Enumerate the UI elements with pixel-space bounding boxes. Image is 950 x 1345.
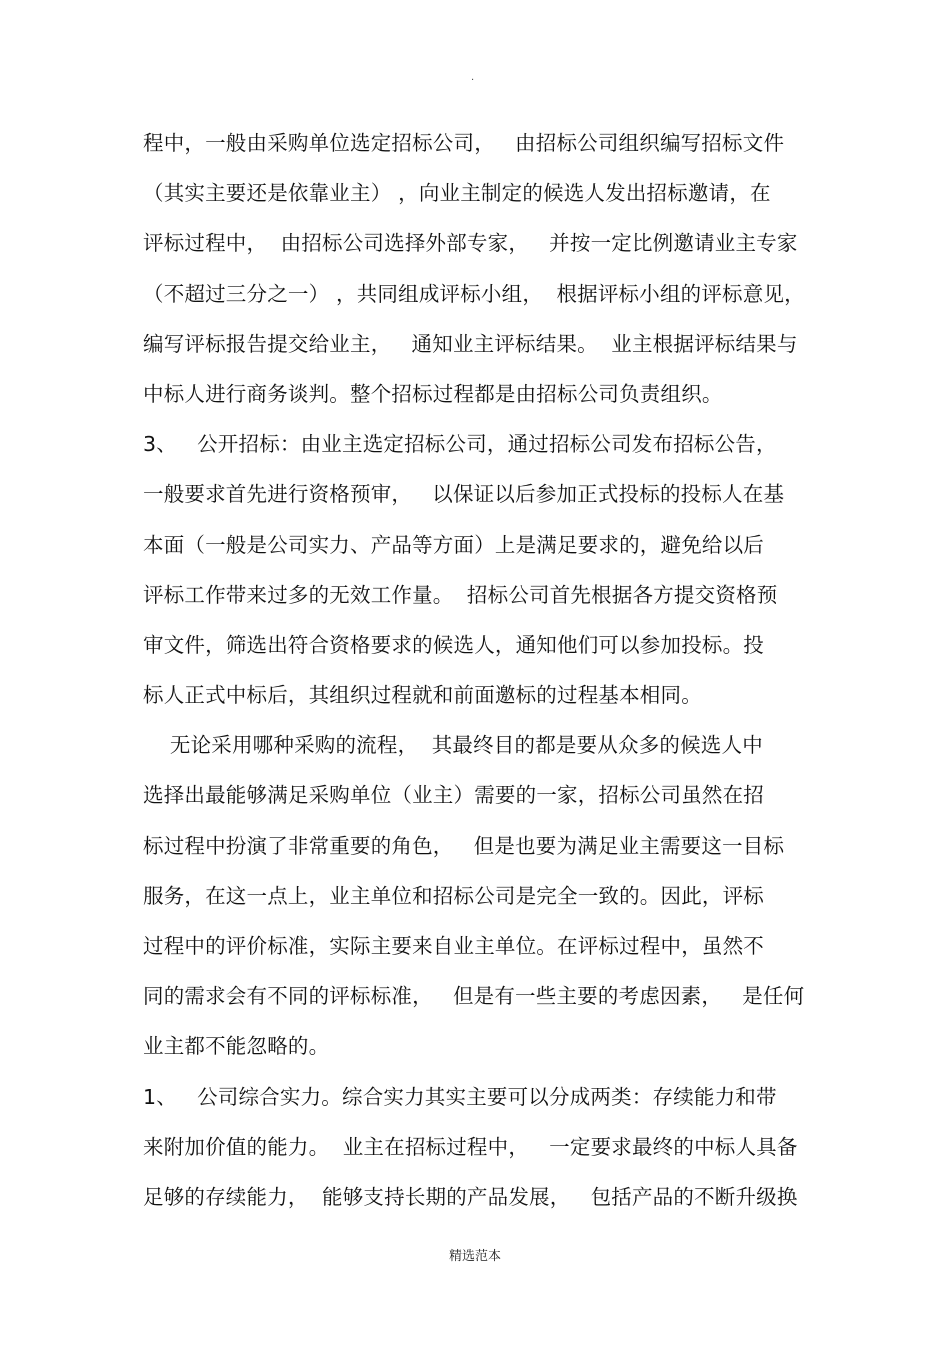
- text-line: 服务，在这一点上，业主单位和招标公司是完全一致的。因此，评标: [143, 883, 764, 908]
- page-footer: 精选范本: [448, 1249, 501, 1264]
- text-line: 选择出最能够满足采购单位（业主）需要的一家，招标公司虽然在招: [143, 783, 764, 808]
- text-line: 评标过程中， 由招标公司选择外部专家， 并按一定比例邀请业主专家: [143, 231, 798, 256]
- text-line: 3、 公开招标：由业主选定招标公司，通过招标公司发布招标公告，: [143, 432, 777, 457]
- text-line: 审文件，筛选出符合资格要求的候选人，通知他们可以参加投标。投: [143, 632, 764, 657]
- text-line: （不超过三分之一） ，共同组成评标小组， 根据评标小组的评标意见，: [143, 281, 805, 306]
- text-line: 中标人进行商务谈判。整个招标过程都是由招标公司负责组织。: [143, 381, 723, 406]
- text-line: 标过程中扮演了非常重要的角色， 但是也要为满足业主需要这一目标: [143, 833, 785, 858]
- text-line: 同的需求会有不同的评标标准， 但是有一些主要的考虑因素， 是任何: [143, 984, 805, 1009]
- text-line: 足够的存续能力， 能够支持长期的产品发展， 包括产品的不断升级换: [143, 1184, 798, 1209]
- text-line: 来附加价值的能力。 业主在招标过程中， 一定要求最终的中标人具备: [143, 1134, 798, 1159]
- text-line: 无论采用哪种采购的流程， 其最终目的都是要从众多的候选人中: [143, 733, 763, 758]
- text-line: 本面（一般是公司实力、产品等方面）上是满足要求的，避免给以后: [143, 532, 764, 557]
- text-line: 编写评标报告提交给业主， 通知业主评标结果。 业主根据评标结果与: [143, 331, 798, 356]
- text-line: 过程中的评价标准，实际主要来自业主单位。在评标过程中，虽然不: [143, 934, 764, 958]
- document-body: [143, 118, 813, 1222]
- text-line: 评标工作带来过多的无效工作量。 招标公司首先根据各方提交资格预: [143, 582, 778, 607]
- text-line: 业主都不能忽略的。: [143, 1034, 330, 1059]
- text-line: （其实主要还是依靠业主） ，向业主制定的候选人发出招标邀请，在: [143, 181, 771, 206]
- text-line: 程中，一般由采购单位选定招标公司， 由招标公司组织编写招标文件: [143, 131, 785, 155]
- text-line: 一般要求首先进行资格预审， 以保证以后参加正式投标的投标人在基: [143, 482, 785, 507]
- page-top-mark: .: [471, 72, 475, 83]
- text-line: 1、 公司综合实力。综合实力其实主要可以分成两类：存续能力和带: [143, 1084, 777, 1109]
- text-line: 标人正式中标后，其组织过程就和前面邀标的过程基本相同。: [143, 683, 702, 708]
